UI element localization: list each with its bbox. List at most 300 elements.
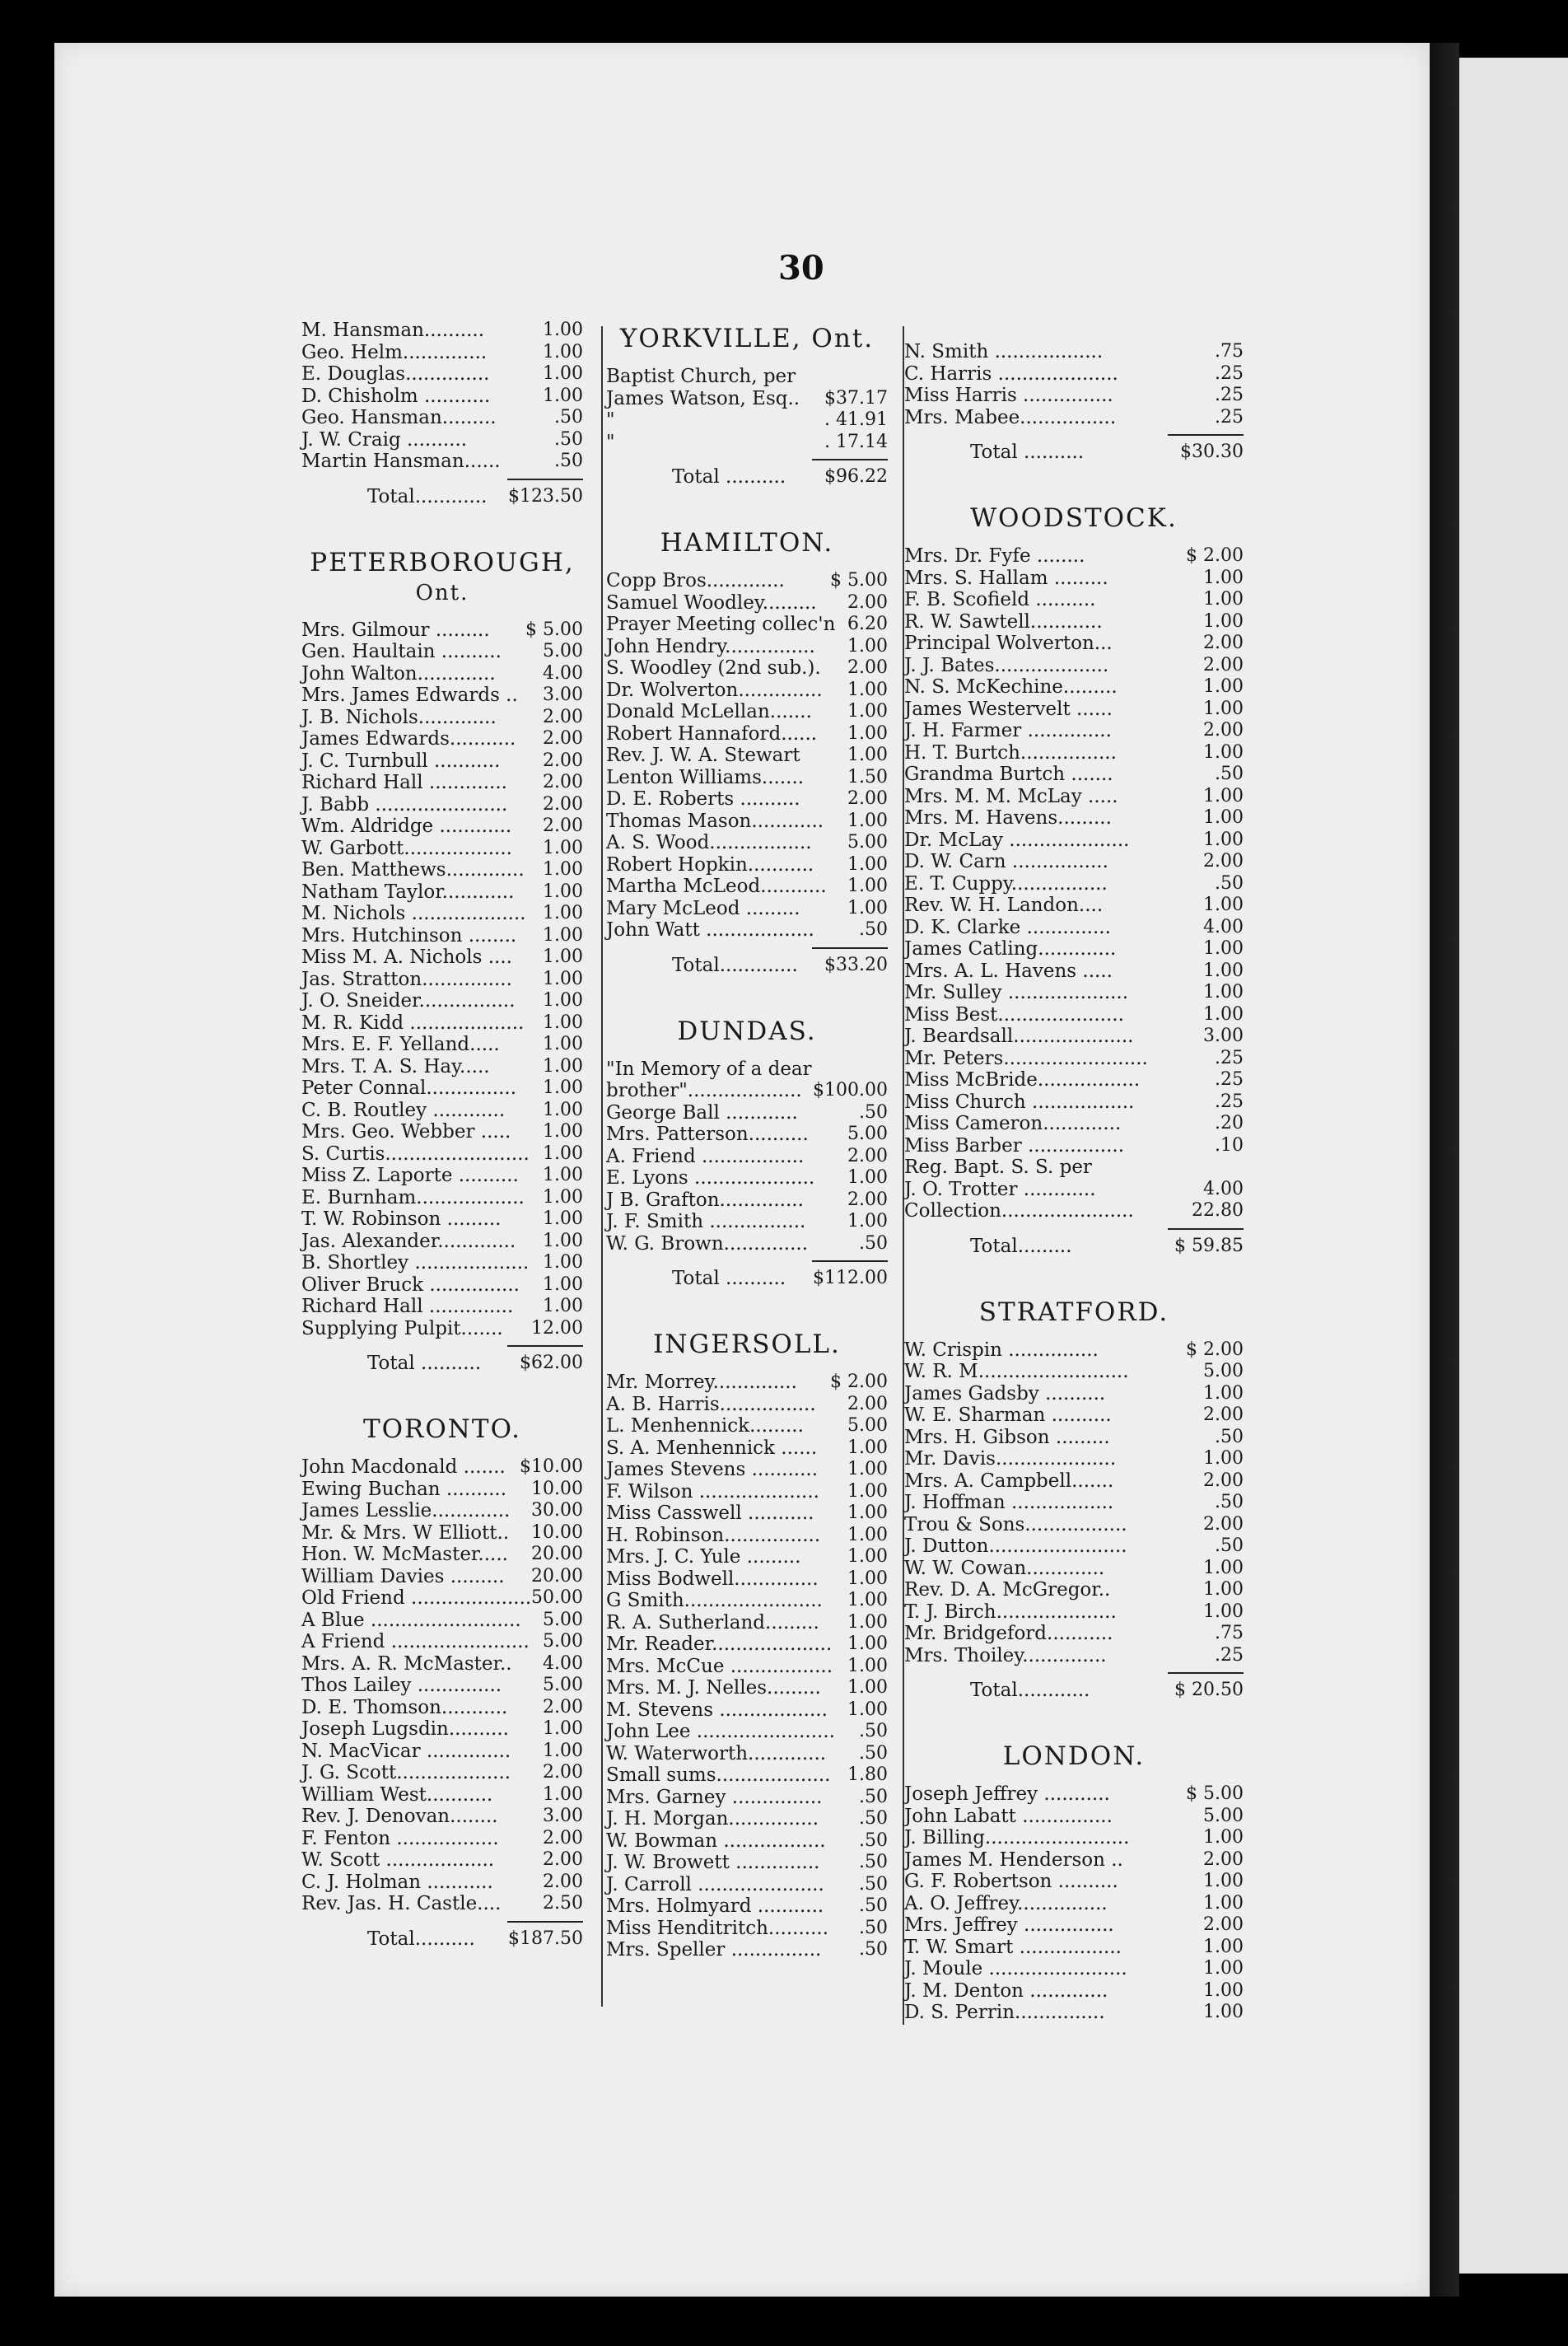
contribution-amount: 1.00 — [543, 341, 583, 362]
contributor-name: J. O. Trotter ............ — [904, 1178, 1096, 1200]
contributor-name: D. K. Clarke .............. — [904, 916, 1111, 938]
contribution-amount: .25 — [1215, 362, 1244, 384]
contribution-amount: 1.00 — [1203, 1936, 1244, 1957]
contribution-row — [606, 1124, 888, 1146]
contributor-name: Joseph Jeffrey ........... — [904, 1783, 1110, 1805]
contribution-row — [301, 1231, 583, 1253]
contribution-row — [301, 451, 583, 473]
contributor-name: Dr. Wolverton.............. — [606, 679, 823, 701]
contributor-name: T. W. Smart ................. — [904, 1936, 1122, 1958]
contribution-row — [904, 655, 1244, 677]
contribution-row — [904, 1113, 1244, 1135]
section-yorkville-ont — [606, 323, 888, 527]
contributor-name: D. W. Carn ................ — [904, 851, 1108, 872]
contribution-row — [606, 788, 888, 811]
contribution-amount: 1.00 — [847, 722, 888, 744]
contributor-name: D. E. Roberts .......... — [606, 788, 800, 810]
contribution-amount: $ 5.00 — [525, 619, 583, 640]
contributor-name: James M. Henderson .. — [904, 1848, 1123, 1871]
contribution-row — [606, 1590, 888, 1612]
total-rule — [301, 473, 583, 486]
contribution-row — [606, 1895, 888, 1918]
contributor-name: A. O. Jeffrey............... — [904, 1892, 1108, 1914]
contributor-name: Donald McLellan....... — [606, 701, 812, 722]
contributor-name: Mrs. E. F. Yelland..... — [301, 1034, 500, 1055]
contribution-row — [301, 1587, 583, 1610]
contribution-amount: 1.00 — [847, 876, 888, 896]
contribution-row — [904, 1048, 1244, 1070]
contribution-row — [904, 1514, 1244, 1536]
contributor-name: Baptist Church, per — [606, 366, 796, 387]
contribution-row — [606, 1677, 888, 1699]
contributor-name: Mary McLeod ......... — [606, 897, 800, 919]
spacer — [904, 1772, 1244, 1783]
contribution-row — [606, 1918, 888, 1940]
contribution-amount: .50 — [859, 1830, 888, 1851]
contributor-name: John Macdonald ....... — [301, 1456, 506, 1478]
contribution-row — [606, 1372, 888, 1394]
contribution-amount: 1.00 — [847, 897, 888, 918]
contributor-name: Mrs. A. L. Havens ..... — [904, 960, 1113, 982]
contribution-row — [606, 1481, 888, 1503]
total-amount: $187.50 — [508, 1928, 583, 1949]
contribution-amount: 1.00 — [1203, 698, 1244, 719]
contribution-amount: 50.00 — [531, 1587, 583, 1608]
contributor-name: J. H. Farmer .............. — [904, 720, 1112, 741]
contributor-name: Supplying Pulpit....... — [301, 1317, 503, 1339]
contribution-row — [606, 1502, 888, 1525]
contributor-name: Mrs. Thoiley.............. — [904, 1644, 1107, 1666]
contribution-row — [301, 859, 583, 881]
contributor-name: J. W. Browett .............. — [606, 1852, 820, 1873]
contributor-name: Dr. McLay .................... — [904, 829, 1130, 851]
contribution-amount: 5.00 — [847, 1415, 888, 1436]
contributor-name: Mr. & Mrs. W Elliott.. — [301, 1521, 510, 1544]
spacer — [301, 511, 583, 547]
contributor-name: W. Scott .................. — [301, 1849, 495, 1871]
contribution-row — [301, 1479, 583, 1501]
contribution-row — [301, 1121, 583, 1143]
contribution-amount: 1.00 — [1203, 741, 1244, 763]
spacer — [606, 1360, 888, 1372]
total-label: Total .......... — [367, 1353, 482, 1374]
column-1 — [301, 320, 583, 1953]
contributor-name: James Stevens ........... — [606, 1459, 819, 1480]
contribution-amount: 1.00 — [1203, 1448, 1244, 1469]
section-dundas — [606, 1016, 888, 1330]
contribution-row — [904, 363, 1244, 386]
contributor-name: Mrs. M. M. McLay ..... — [904, 785, 1118, 807]
section-woodstock — [904, 502, 1244, 1297]
contribution-row — [606, 876, 888, 898]
contribution-row — [301, 728, 583, 750]
contributor-name: Grandma Burtch ....... — [904, 764, 1113, 785]
section-total — [606, 466, 888, 491]
contribution-row — [301, 407, 583, 429]
contribution-amount: 2.00 — [1203, 1470, 1244, 1491]
contributor-name: T. J. Birch.................... — [904, 1601, 1117, 1623]
spacer — [904, 1704, 1244, 1741]
contributor-name: " — [606, 409, 615, 431]
contributor-name: John Watt .................. — [606, 919, 814, 941]
contributor-name: A Friend ....................... — [301, 1631, 530, 1652]
contribution-row — [606, 745, 888, 767]
total-amount: $33.20 — [824, 954, 888, 975]
contributor-name: L. Menhennick......... — [606, 1415, 804, 1437]
contributor-name: J. Dutton....................... — [904, 1535, 1127, 1557]
spacer — [606, 1047, 888, 1059]
contributor-name: Mrs. Gilmour ......... — [301, 619, 490, 641]
contribution-row — [301, 1143, 583, 1166]
contributor-name: A. B. Harris................ — [606, 1393, 816, 1415]
contributor-name: B. Shortley ................... — [301, 1252, 530, 1273]
contribution-amount: 1.00 — [1203, 1892, 1244, 1914]
contribution-row — [301, 946, 583, 969]
total-rule — [606, 942, 888, 955]
contribution-amount: 1.00 — [1203, 938, 1244, 959]
total-rule — [904, 1222, 1244, 1236]
contribution-amount: 1.00 — [847, 1568, 888, 1589]
contribution-row — [301, 1252, 583, 1274]
contribution-row — [904, 807, 1244, 830]
contributor-name: Peter Connal............... — [301, 1077, 517, 1099]
contributor-name: S. Woodley (2nd sub.). — [606, 657, 821, 679]
contributor-name: Miss Church ................. — [904, 1091, 1135, 1113]
contributor-name: J. F. Smith ................ — [606, 1211, 806, 1232]
contributor-name: James Lesslie............. — [301, 1500, 511, 1521]
contribution-row — [904, 786, 1244, 808]
contributor-name: S. Curtis........................ — [301, 1143, 530, 1165]
contribution-row — [904, 1937, 1244, 1959]
contribution-amount: 1.00 — [847, 1655, 888, 1676]
contributor-name: Copp Bros............. — [606, 570, 785, 591]
section-heading: INGERSOLL. — [653, 1330, 841, 1359]
contribution-amount: 4.00 — [1203, 1178, 1244, 1199]
contributor-name: Miss Cameron............. — [904, 1113, 1122, 1134]
contribution-row — [904, 1601, 1244, 1624]
contribution-amount: 6.20 — [847, 614, 888, 634]
contribution-row — [904, 1069, 1244, 1091]
contributor-name: J. Moule ....................... — [904, 1958, 1127, 1979]
contributor-name: F. B. Scofield .......... — [904, 589, 1096, 610]
contribution-row — [606, 432, 888, 454]
contributor-name: Mrs. H. Gibson ......... — [904, 1426, 1110, 1448]
contributor-name: W. R. M......................... — [904, 1361, 1129, 1382]
contribution-amount: .50 — [1215, 764, 1244, 784]
contribution-amount: 1.00 — [543, 903, 583, 923]
contributor-name: A. Friend ................. — [606, 1145, 805, 1167]
contribution-row — [301, 1456, 583, 1479]
spacer — [904, 534, 1244, 545]
contribution-amount: 1.00 — [1203, 1871, 1244, 1891]
section-toronto — [301, 1414, 583, 1953]
contributor-name: J. C. Turnbull ........... — [301, 750, 501, 772]
contribution-row — [301, 1784, 583, 1806]
section-heading: WOODSTOCK. — [970, 503, 1178, 533]
contribution-amount: 22.80 — [1192, 1200, 1244, 1221]
contribution-amount: .25 — [1215, 1091, 1244, 1112]
section-london — [904, 1741, 1244, 2024]
spacer — [904, 1328, 1244, 1339]
contribution-amount: 1.00 — [1203, 1979, 1244, 2001]
contributor-name: M. R. Kidd ................... — [301, 1012, 525, 1034]
contribution-amount: 1.00 — [847, 1459, 888, 1479]
contributor-name: C. B. Routley ............ — [301, 1099, 506, 1121]
contribution-amount: $ 5.00 — [1186, 1783, 1244, 1804]
contributor-name: Richard Hall .............. — [301, 1296, 514, 1317]
contribution-amount: 3.00 — [1203, 1026, 1244, 1046]
contribution-row — [301, 1718, 583, 1741]
spacer — [301, 1377, 583, 1414]
contribution-row — [904, 938, 1244, 960]
contribution-row — [606, 388, 888, 410]
contributor-name: T. W. Robinson ......... — [301, 1208, 502, 1230]
contributor-name: Oliver Bruck ............... — [301, 1273, 520, 1296]
contributor-name: S. A. Menhennick ...... — [606, 1437, 818, 1459]
total-label: Total............ — [970, 1680, 1090, 1701]
contributor-name: James Gadsby .......... — [904, 1382, 1106, 1404]
contribution-row — [904, 1004, 1244, 1026]
contribution-amount: 2.00 — [847, 657, 888, 678]
contribution-row — [606, 1633, 888, 1656]
contribution-amount: 1.00 — [543, 859, 583, 880]
contribution-row — [904, 960, 1244, 983]
contribution-amount: 1.00 — [1203, 895, 1244, 915]
contribution-row — [904, 1579, 1244, 1601]
contributor-name: Miss Barber ................ — [904, 1134, 1125, 1157]
contribution-amount: .50 — [859, 1721, 888, 1741]
contribution-row — [904, 2002, 1244, 2024]
section-total — [606, 1268, 888, 1292]
contribution-row — [904, 1849, 1244, 1872]
total-amount: $ 59.85 — [1174, 1235, 1244, 1256]
contribution-row — [606, 1525, 888, 1547]
contribution-amount: 5.00 — [847, 832, 888, 853]
contribution-amount: 1.00 — [543, 1055, 583, 1077]
spacer — [606, 558, 888, 570]
contribution-row — [606, 570, 888, 592]
contributor-name: Rev. D. A. McGregor.. — [904, 1579, 1111, 1601]
contribution-amount: 1.00 — [543, 320, 583, 340]
total-label: Total............ — [367, 485, 488, 507]
contribution-amount: 10.00 — [531, 1521, 583, 1543]
contribution-amount: 1.00 — [1203, 1601, 1244, 1622]
contribution-row — [606, 1568, 888, 1591]
contributor-name: J. Billing........................ — [904, 1827, 1130, 1848]
contributor-name: Small sums................... — [606, 1764, 831, 1786]
contribution-row — [301, 1806, 583, 1828]
contribution-amount: .50 — [554, 451, 583, 471]
contributor-name: Geo. Hansman......... — [301, 407, 497, 428]
section-heading: STRATFORD. — [978, 1297, 1169, 1327]
contribution-row — [606, 701, 888, 723]
contribution-row — [606, 1830, 888, 1853]
contributor-name: W. Crispin ............... — [904, 1339, 1099, 1361]
contributor-name: W. G. Brown.............. — [606, 1232, 809, 1255]
contribution-row — [606, 614, 888, 636]
contributor-name: C. J. Holman ........... — [301, 1871, 493, 1893]
contributor-name: Mrs. Patterson.......... — [606, 1124, 809, 1145]
contribution-amount: 2.00 — [543, 750, 583, 771]
contribution-row — [301, 429, 583, 451]
contribution-row — [301, 1165, 583, 1187]
contribution-amount: 1.00 — [1203, 785, 1244, 806]
contribution-amount: 1.00 — [543, 1012, 583, 1033]
contributor-name: N. MacVicar .............. — [301, 1740, 511, 1762]
contributor-name: George Ball ............ — [606, 1101, 798, 1124]
contribution-amount: 1.00 — [847, 745, 888, 765]
contribution-row — [301, 1522, 583, 1545]
total-amount: $30.30 — [1180, 442, 1244, 462]
contribution-amount: $ 2.00 — [1186, 545, 1244, 566]
contribution-amount: .50 — [1215, 1492, 1244, 1512]
spacer — [606, 979, 888, 1016]
section-total — [904, 442, 1244, 466]
contributor-name: brother"................... — [606, 1080, 802, 1101]
contribution-row — [904, 873, 1244, 895]
contributor-name: John Lee ....................... — [606, 1721, 835, 1742]
contribution-amount: 1.00 — [543, 1121, 583, 1142]
contributor-name: M. Hansman.......... — [301, 320, 485, 341]
contribution-amount: 1.00 — [543, 1230, 583, 1251]
contribution-amount: 20.00 — [531, 1565, 583, 1587]
contribution-row — [301, 1077, 583, 1100]
contributor-name: D. Chisholm ........... — [301, 385, 491, 407]
contribution-row — [606, 592, 888, 615]
contribution-row — [904, 1448, 1244, 1470]
contribution-row — [606, 1211, 888, 1233]
contribution-row — [301, 815, 583, 838]
contribution-row — [301, 1762, 583, 1784]
contribution-row — [904, 611, 1244, 633]
contribution-amount: 2.00 — [1203, 851, 1244, 872]
contributor-name: Mrs. Dr. Fyfe ........ — [904, 545, 1085, 567]
contribution-amount: 1.00 — [847, 810, 888, 831]
contribution-amount: 5.00 — [1203, 1361, 1244, 1381]
contribution-amount: 1.00 — [1203, 589, 1244, 610]
section-heading: PETERBOROUGH, — [310, 547, 575, 577]
contribution-amount: 1.00 — [1203, 1003, 1244, 1025]
contribution-amount: 1.00 — [1203, 1958, 1244, 1979]
contribution-amount: 2.00 — [847, 1189, 888, 1210]
contribution-amount: 1.00 — [847, 1590, 888, 1610]
contribution-amount: 1.00 — [847, 1211, 888, 1231]
contribution-row — [301, 969, 583, 991]
contribution-row — [301, 1566, 583, 1588]
contribution-row — [606, 1612, 888, 1634]
contribution-row — [904, 1179, 1244, 1201]
contribution-row — [301, 1296, 583, 1318]
contribution-amount: 3.00 — [543, 1806, 583, 1826]
contribution-amount: $100.00 — [813, 1080, 888, 1101]
contribution-row — [904, 1806, 1244, 1828]
contributor-name: R. W. Sawtell............ — [904, 610, 1103, 633]
contribution-row — [904, 1535, 1244, 1558]
contributor-name: Robert Hannaford...... — [606, 722, 818, 745]
spacer — [606, 354, 888, 366]
contribution-amount: .10 — [1215, 1134, 1244, 1156]
contribution-amount: .50 — [859, 1895, 888, 1916]
contribution-amount: .25 — [1215, 1047, 1244, 1068]
contribution-amount: 2.00 — [543, 1849, 583, 1870]
spacer — [606, 1292, 888, 1329]
contribution-row — [301, 1741, 583, 1763]
contribution-row — [904, 917, 1244, 939]
contribution-amount: 1.00 — [543, 1077, 583, 1098]
contribution-row — [301, 772, 583, 794]
contribution-row — [606, 657, 888, 680]
total-rule — [606, 1255, 888, 1268]
contribution-row — [301, 386, 583, 408]
contribution-row — [904, 568, 1244, 590]
contributor-name: Martin Hansman...... — [301, 451, 501, 472]
contributor-name: Trou & Sons................. — [904, 1513, 1127, 1535]
contribution-amount: 1.00 — [847, 1611, 888, 1633]
contribution-row — [904, 407, 1244, 429]
contribution-amount: 1.00 — [543, 1208, 583, 1229]
contribution-amount: 2.00 — [543, 1871, 583, 1892]
contribution-amount: 2.00 — [543, 728, 583, 749]
contribution-amount: 1.00 — [1203, 610, 1244, 632]
contribution-row — [606, 1146, 888, 1168]
contribution-amount: 1.00 — [847, 1546, 888, 1567]
contribution-amount: $ 2.00 — [830, 1372, 888, 1392]
contributor-name: "In Memory of a dear — [606, 1058, 812, 1080]
contributor-name: J. W. Craig .......... — [301, 428, 468, 451]
contributor-name: Mr. Reader.................... — [606, 1633, 833, 1655]
contribution-row — [301, 1653, 583, 1675]
contributor-name: J. Beardsall.................... — [904, 1026, 1134, 1047]
contribution-row — [606, 1080, 888, 1102]
contribution-row — [904, 1558, 1244, 1580]
contribution-row — [606, 1459, 888, 1481]
contribution-row — [606, 767, 888, 789]
contribution-row — [904, 1783, 1244, 1806]
contribution-row — [904, 1980, 1244, 2003]
contributor-name: H. Robinson................ — [606, 1524, 821, 1546]
contribution-amount: 2.00 — [847, 788, 888, 809]
contribution-amount: 2.00 — [1203, 1848, 1244, 1870]
contribution-amount: 2.00 — [543, 1696, 583, 1717]
contribution-row — [606, 832, 888, 854]
contributor-name: Mrs. J. C. Yule ......... — [606, 1546, 801, 1568]
contributor-name: W. E. Sharman .......... — [904, 1404, 1112, 1426]
contributor-name: Miss Harris ............... — [904, 385, 1113, 406]
contributor-name: James Edwards........... — [301, 728, 516, 750]
contributor-name: Wm. Aldridge ............ — [301, 815, 512, 837]
contributor-name: Miss McBride................. — [904, 1069, 1141, 1091]
contribution-amount: 1.00 — [543, 385, 583, 406]
contributor-name: Mrs. Speller ............... — [606, 1939, 822, 1960]
contributor-name: Mrs. Geo. Webber ..... — [301, 1121, 511, 1143]
contribution-amount: 1.00 — [1203, 567, 1244, 588]
contributor-name: G. F. Robertson .......... — [904, 1871, 1118, 1892]
contributor-name: Ewing Buchan .......... — [301, 1478, 507, 1500]
contribution-row — [904, 341, 1244, 363]
facing-page-edge — [1459, 58, 1568, 2274]
contributor-name: W. Waterworth............. — [606, 1742, 827, 1764]
contributor-name: Principal Wolverton... — [904, 633, 1113, 654]
contribution-amount: 20.00 — [531, 1544, 583, 1564]
contributor-name: Mrs. Holmyard ........... — [606, 1895, 824, 1917]
contribution-row — [301, 1697, 583, 1719]
contributor-name: J. J. Bates................... — [904, 654, 1109, 676]
contributor-name: Richard Hall ............. — [301, 772, 507, 793]
contribution-amount: 1.00 — [543, 1252, 583, 1273]
contribution-amount: 2.00 — [1203, 633, 1244, 653]
section-stratford — [904, 1297, 1244, 1741]
contribution-row — [301, 1208, 583, 1231]
